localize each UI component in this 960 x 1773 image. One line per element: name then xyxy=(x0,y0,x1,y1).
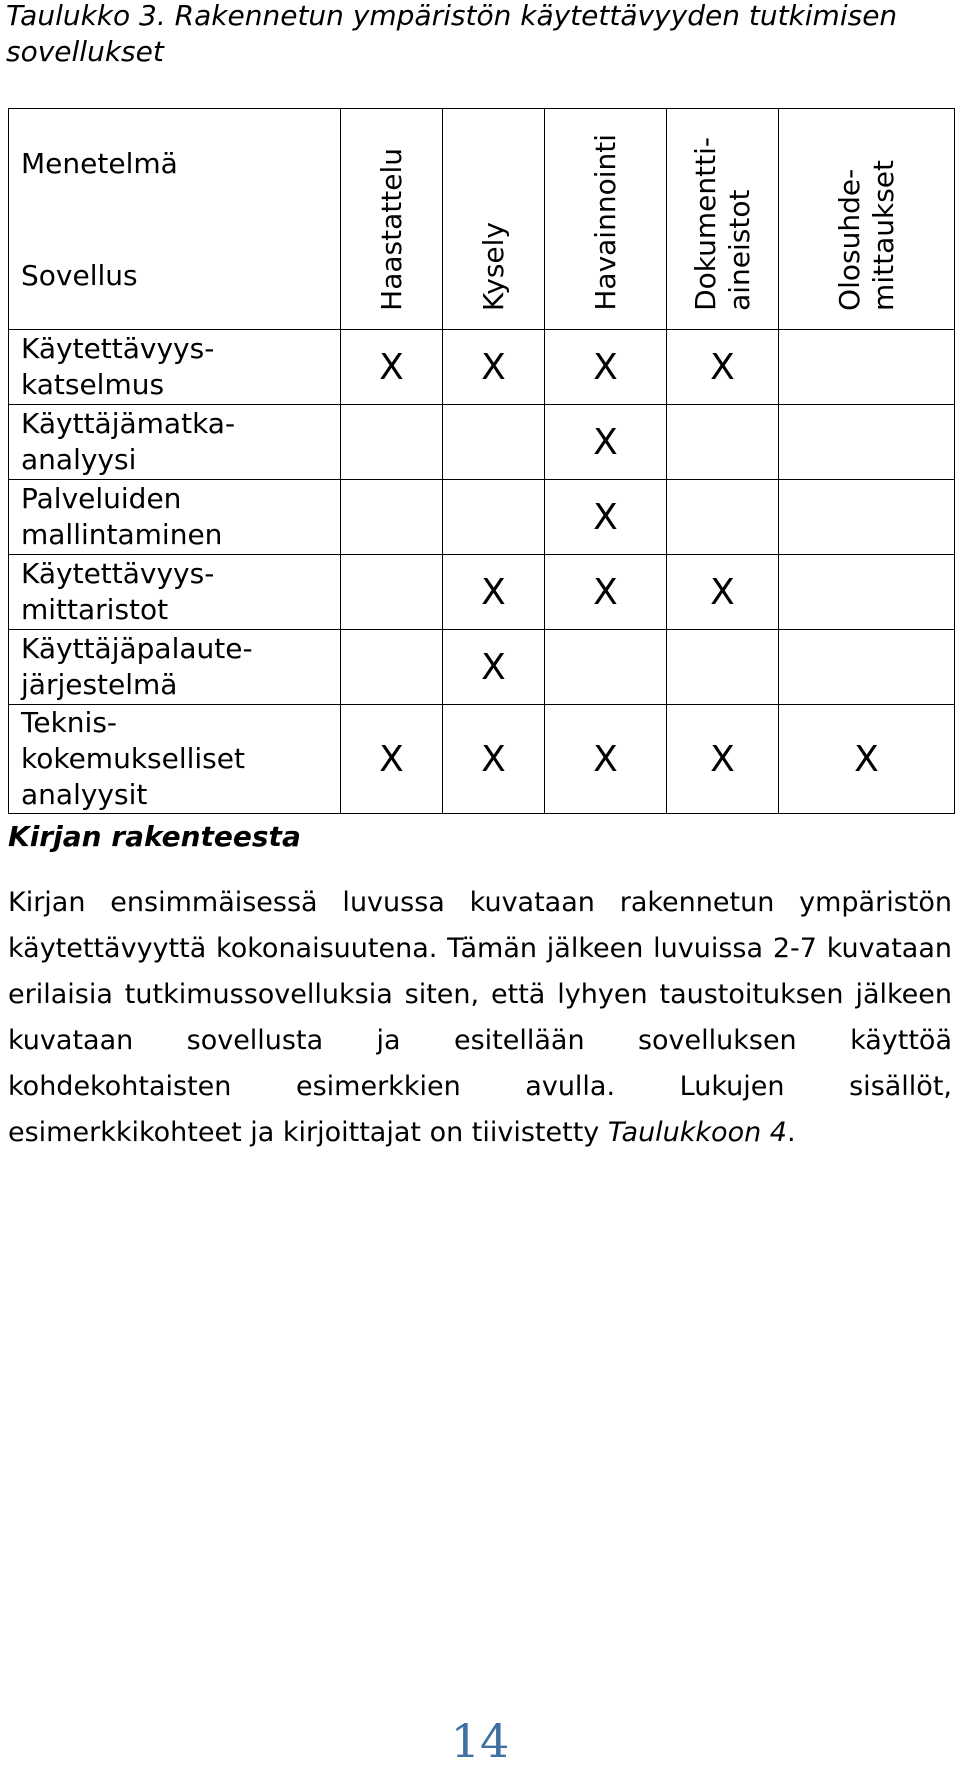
mark-cell: X xyxy=(667,705,779,814)
mark-cell xyxy=(443,480,545,555)
mark-cell: X xyxy=(341,330,443,405)
mark-cell xyxy=(341,630,443,705)
mark-cell: X xyxy=(545,705,667,814)
table-caption: Taulukko 3. Rakennetun ympäristön käytettävyyden tutkimisen sovellukset xyxy=(6,0,898,68)
mark-cell: X xyxy=(443,705,545,814)
column-header-documents: Dokumentti- aineistot xyxy=(667,109,779,330)
mark-cell xyxy=(667,480,779,555)
table-row xyxy=(9,480,955,555)
mark-cell: X xyxy=(779,705,955,814)
mark-cell: X xyxy=(443,630,545,705)
mark-cell: X xyxy=(443,330,545,405)
mark-cell xyxy=(667,630,779,705)
table-row xyxy=(9,330,955,405)
paragraph-text: Kirjan ensimmäisessä luvussa kuvataan rakennetun ympäristön käytettävyyttä kokonaisuutena. Tämän jälkeen luvuissa 2-7 kuvataan erilaisia tutkimussovelluksia siten, että lyhyen taustoituksen jälkeen kuvataan sovellusta ja esitellään sovelluksen käyttöä kohdekohtaisten esimerkkien avulla. Lukujen sisällöt, esimerkkikohteet ja kirjoittajat on tiivistetty xyxy=(8,887,952,1148)
row-label: Teknis-kokemukselliset analyysit xyxy=(9,705,341,814)
row-label: Käytettävyys- mittaristot xyxy=(9,555,341,630)
mark-cell xyxy=(341,480,443,555)
mark-cell xyxy=(779,405,955,480)
mark-cell: X xyxy=(341,705,443,814)
mark-cell xyxy=(779,480,955,555)
body-paragraph xyxy=(8,880,952,1156)
mark-cell: X xyxy=(545,480,667,555)
application-header-label: Sovellus xyxy=(21,259,138,292)
mark-cell xyxy=(341,555,443,630)
table-row xyxy=(9,405,955,480)
mark-cell xyxy=(545,630,667,705)
mark-cell: X xyxy=(443,555,545,630)
mark-cell xyxy=(779,330,955,405)
table-row xyxy=(9,630,955,705)
column-header-survey: Kysely xyxy=(443,109,545,330)
table-reference: Taulukkoon 4 xyxy=(607,1117,787,1148)
mark-cell xyxy=(779,555,955,630)
column-header-interview: Haastattelu xyxy=(341,109,443,330)
mark-cell xyxy=(443,405,545,480)
method-header-label: Menetelmä xyxy=(21,147,178,180)
column-header-measurements: Olosuhde- mittaukset xyxy=(779,109,955,330)
mark-cell: X xyxy=(545,555,667,630)
row-label: Käyttäjäpalaute- järjestelmä xyxy=(9,630,341,705)
mark-cell xyxy=(341,405,443,480)
methods-table xyxy=(8,108,955,814)
column-header-observation: Havainnointi xyxy=(545,109,667,330)
table-corner-cell xyxy=(9,109,341,330)
row-label: Käytettävyys- katselmus xyxy=(9,330,341,405)
mark-cell xyxy=(667,405,779,480)
table-row xyxy=(9,705,955,814)
page-number: 14 xyxy=(450,1714,510,1768)
mark-cell: X xyxy=(667,330,779,405)
section-heading: Kirjan rakenteesta xyxy=(8,820,301,853)
mark-cell: X xyxy=(667,555,779,630)
paragraph-end: . xyxy=(786,1117,796,1148)
row-label: Käyttäjämatka- analyysi xyxy=(9,405,341,480)
row-label: Palveluiden mallintaminen xyxy=(9,480,341,555)
table-row xyxy=(9,555,955,630)
mark-cell: X xyxy=(545,330,667,405)
mark-cell xyxy=(779,630,955,705)
table-header-row xyxy=(9,109,955,330)
mark-cell: X xyxy=(545,405,667,480)
